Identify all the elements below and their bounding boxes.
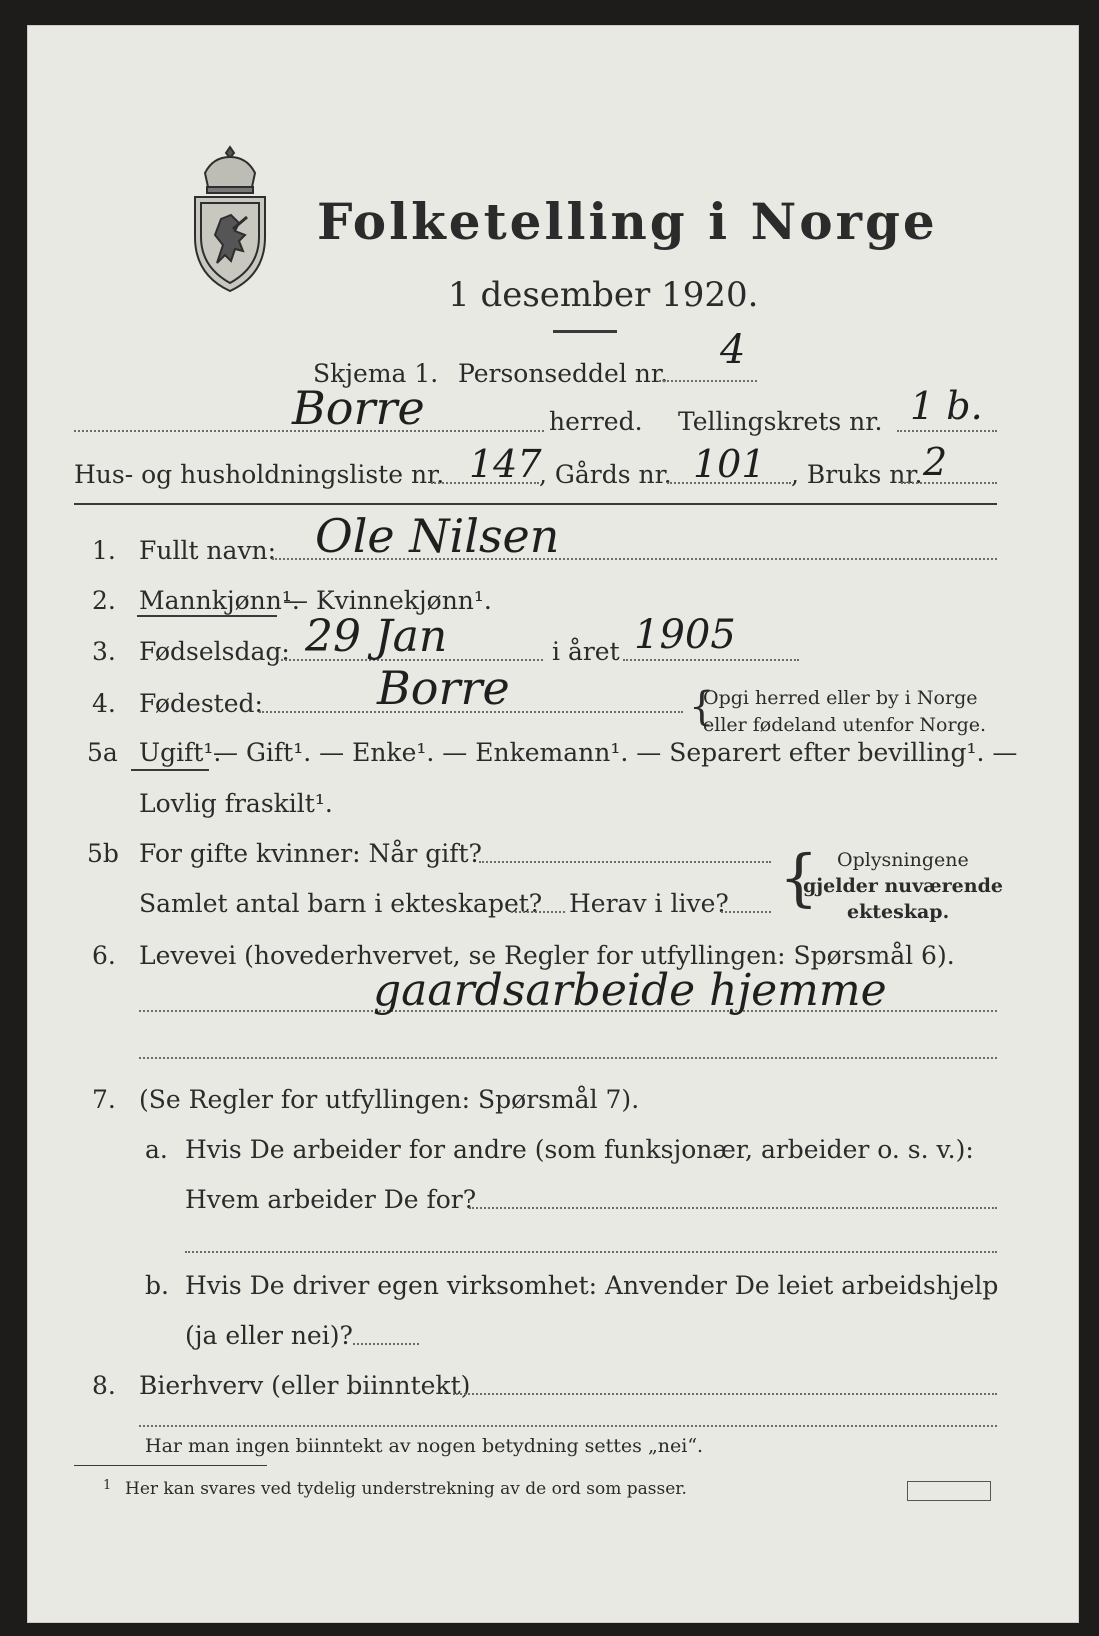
sex-female-option[interactable]: — Kvinnekjønn¹. <box>283 586 492 615</box>
q5b-note-1: Oplysningene <box>837 849 969 871</box>
personseddel-line <box>659 380 757 382</box>
q7-number: 7. <box>92 1085 116 1114</box>
side-income-line-1 <box>453 1393 997 1395</box>
header-separator <box>74 503 997 505</box>
q7a-letter: a. <box>145 1135 168 1164</box>
occupation-value[interactable]: gaardsarbeide hjemme <box>373 965 887 1016</box>
q1-number: 1. <box>92 536 116 565</box>
status-fraskilt-option[interactable]: Lovlig fraskilt¹. <box>139 789 333 818</box>
q7b-text: Hvis De driver egen virksomhet: Anvender De leiet arbeidshjelp <box>185 1271 999 1300</box>
ugift-underline <box>131 769 209 771</box>
q8-note: Har man ingen biinntekt av nogen betydning settes „nei“. <box>145 1435 704 1457</box>
q6-label: Levevei (hovederhvervet, se Regler for utfyllingen: Spørsmål 6). <box>139 941 955 970</box>
q5b-children-alive: Herav i live? <box>569 889 729 918</box>
husliste-value[interactable]: 147 <box>469 442 542 486</box>
footnote-mark: 1 <box>103 1478 112 1493</box>
male-underline <box>137 615 277 617</box>
birthyear-line <box>623 659 799 661</box>
q5b-married-when: For gifte kvinner: Når gift? <box>139 839 482 868</box>
children-total-line <box>511 911 565 913</box>
coat-of-arms-icon <box>189 143 271 295</box>
birthplace-note-1: Opgi herred eller by i Norge <box>703 687 978 709</box>
q7b-letter: b. <box>145 1271 169 1300</box>
q7a-text: Hvis De arbeider for andre (som funksjonær, arbeider o. s. v.): <box>185 1135 974 1164</box>
birthplace-value[interactable]: Borre <box>377 661 510 715</box>
q4-label: Fødested: <box>139 689 263 718</box>
q4-number: 4. <box>92 689 116 718</box>
census-form-page <box>27 25 1079 1623</box>
tellingskrets-label: Tellingskrets nr. <box>678 407 883 436</box>
sex-male-option[interactable]: Mannkjønn¹. <box>139 586 300 615</box>
q8-number: 8. <box>92 1371 116 1400</box>
herred-label: herred. <box>549 407 643 436</box>
q3-label: Fødselsdag: <box>139 637 290 666</box>
herred-value[interactable]: Borre <box>292 381 425 435</box>
full-name-value[interactable]: Ole Nilsen <box>315 509 560 563</box>
gards-value[interactable]: 101 <box>693 442 766 486</box>
birthyear-label: i året <box>552 637 620 666</box>
q7b-hired-help-label: (ja eller nei)? <box>185 1321 353 1350</box>
tellingskrets-value[interactable]: 1 b. <box>910 384 983 428</box>
q2-number: 2. <box>92 586 116 615</box>
birthdate-value[interactable]: 29 Jan <box>305 611 448 662</box>
footnote-separator <box>74 1465 267 1466</box>
husliste-label: Hus- og husholdningsliste nr. <box>74 460 445 489</box>
birthyear-value[interactable]: 1905 <box>634 612 736 658</box>
children-alive-line <box>721 911 771 913</box>
q1-label: Fullt navn: <box>139 536 277 565</box>
schema-label: Skjema 1. <box>313 359 439 388</box>
q3-number: 3. <box>92 637 116 666</box>
title-divider <box>553 330 617 333</box>
personseddel-label: Personseddel nr. <box>458 359 669 388</box>
marital-status-options[interactable]: — Gift¹. — Enke¹. — Enkemann¹. — Separert efter bevilling¹. — <box>213 738 1018 767</box>
bruks-label: , Bruks nr. <box>791 460 923 489</box>
employer-line-2 <box>185 1251 997 1253</box>
gards-label: , Gårds nr. <box>539 460 672 489</box>
q5b-children-total: Samlet antal barn i ekteskapet? <box>139 889 543 918</box>
side-income-line-2 <box>139 1425 997 1427</box>
q6-number: 6. <box>92 941 116 970</box>
footnote-text: Her kan svares ved tydelig understrekning av de ord som passer. <box>125 1479 687 1499</box>
bruks-line <box>901 482 997 484</box>
status-ugift-option[interactable]: Ugift¹. <box>139 738 222 767</box>
printer-stamp <box>907 1481 991 1501</box>
q5b-note-3: ekteskap. <box>847 901 950 923</box>
employer-line-1 <box>469 1207 997 1209</box>
hired-help-line <box>353 1343 419 1345</box>
tellingskrets-line <box>897 430 997 432</box>
form-title: Folketelling i Norge <box>317 192 938 251</box>
q5b-bracket: { <box>779 841 819 914</box>
census-date: 1 desember 1920. <box>448 275 759 315</box>
q7-label: (Se Regler for utfyllingen: Spørsmål 7). <box>139 1085 640 1114</box>
q7a-employer-label: Hvem arbeider De for? <box>185 1185 477 1214</box>
q5b-note-2: gjelder nuværende <box>803 875 1003 897</box>
birthplace-bracket: { <box>689 684 715 730</box>
occupation-line-2 <box>139 1057 997 1059</box>
personseddel-value[interactable]: 4 <box>720 327 746 373</box>
birthplace-note-2: eller fødeland utenfor Norge. <box>703 714 987 736</box>
q8-label: Bierhverv (eller biinntekt) <box>139 1371 471 1400</box>
q5b-number: 5b <box>87 839 119 868</box>
q5a-number: 5a <box>87 738 118 767</box>
bruks-value[interactable]: 2 <box>923 440 948 484</box>
married-when-line <box>479 861 771 863</box>
